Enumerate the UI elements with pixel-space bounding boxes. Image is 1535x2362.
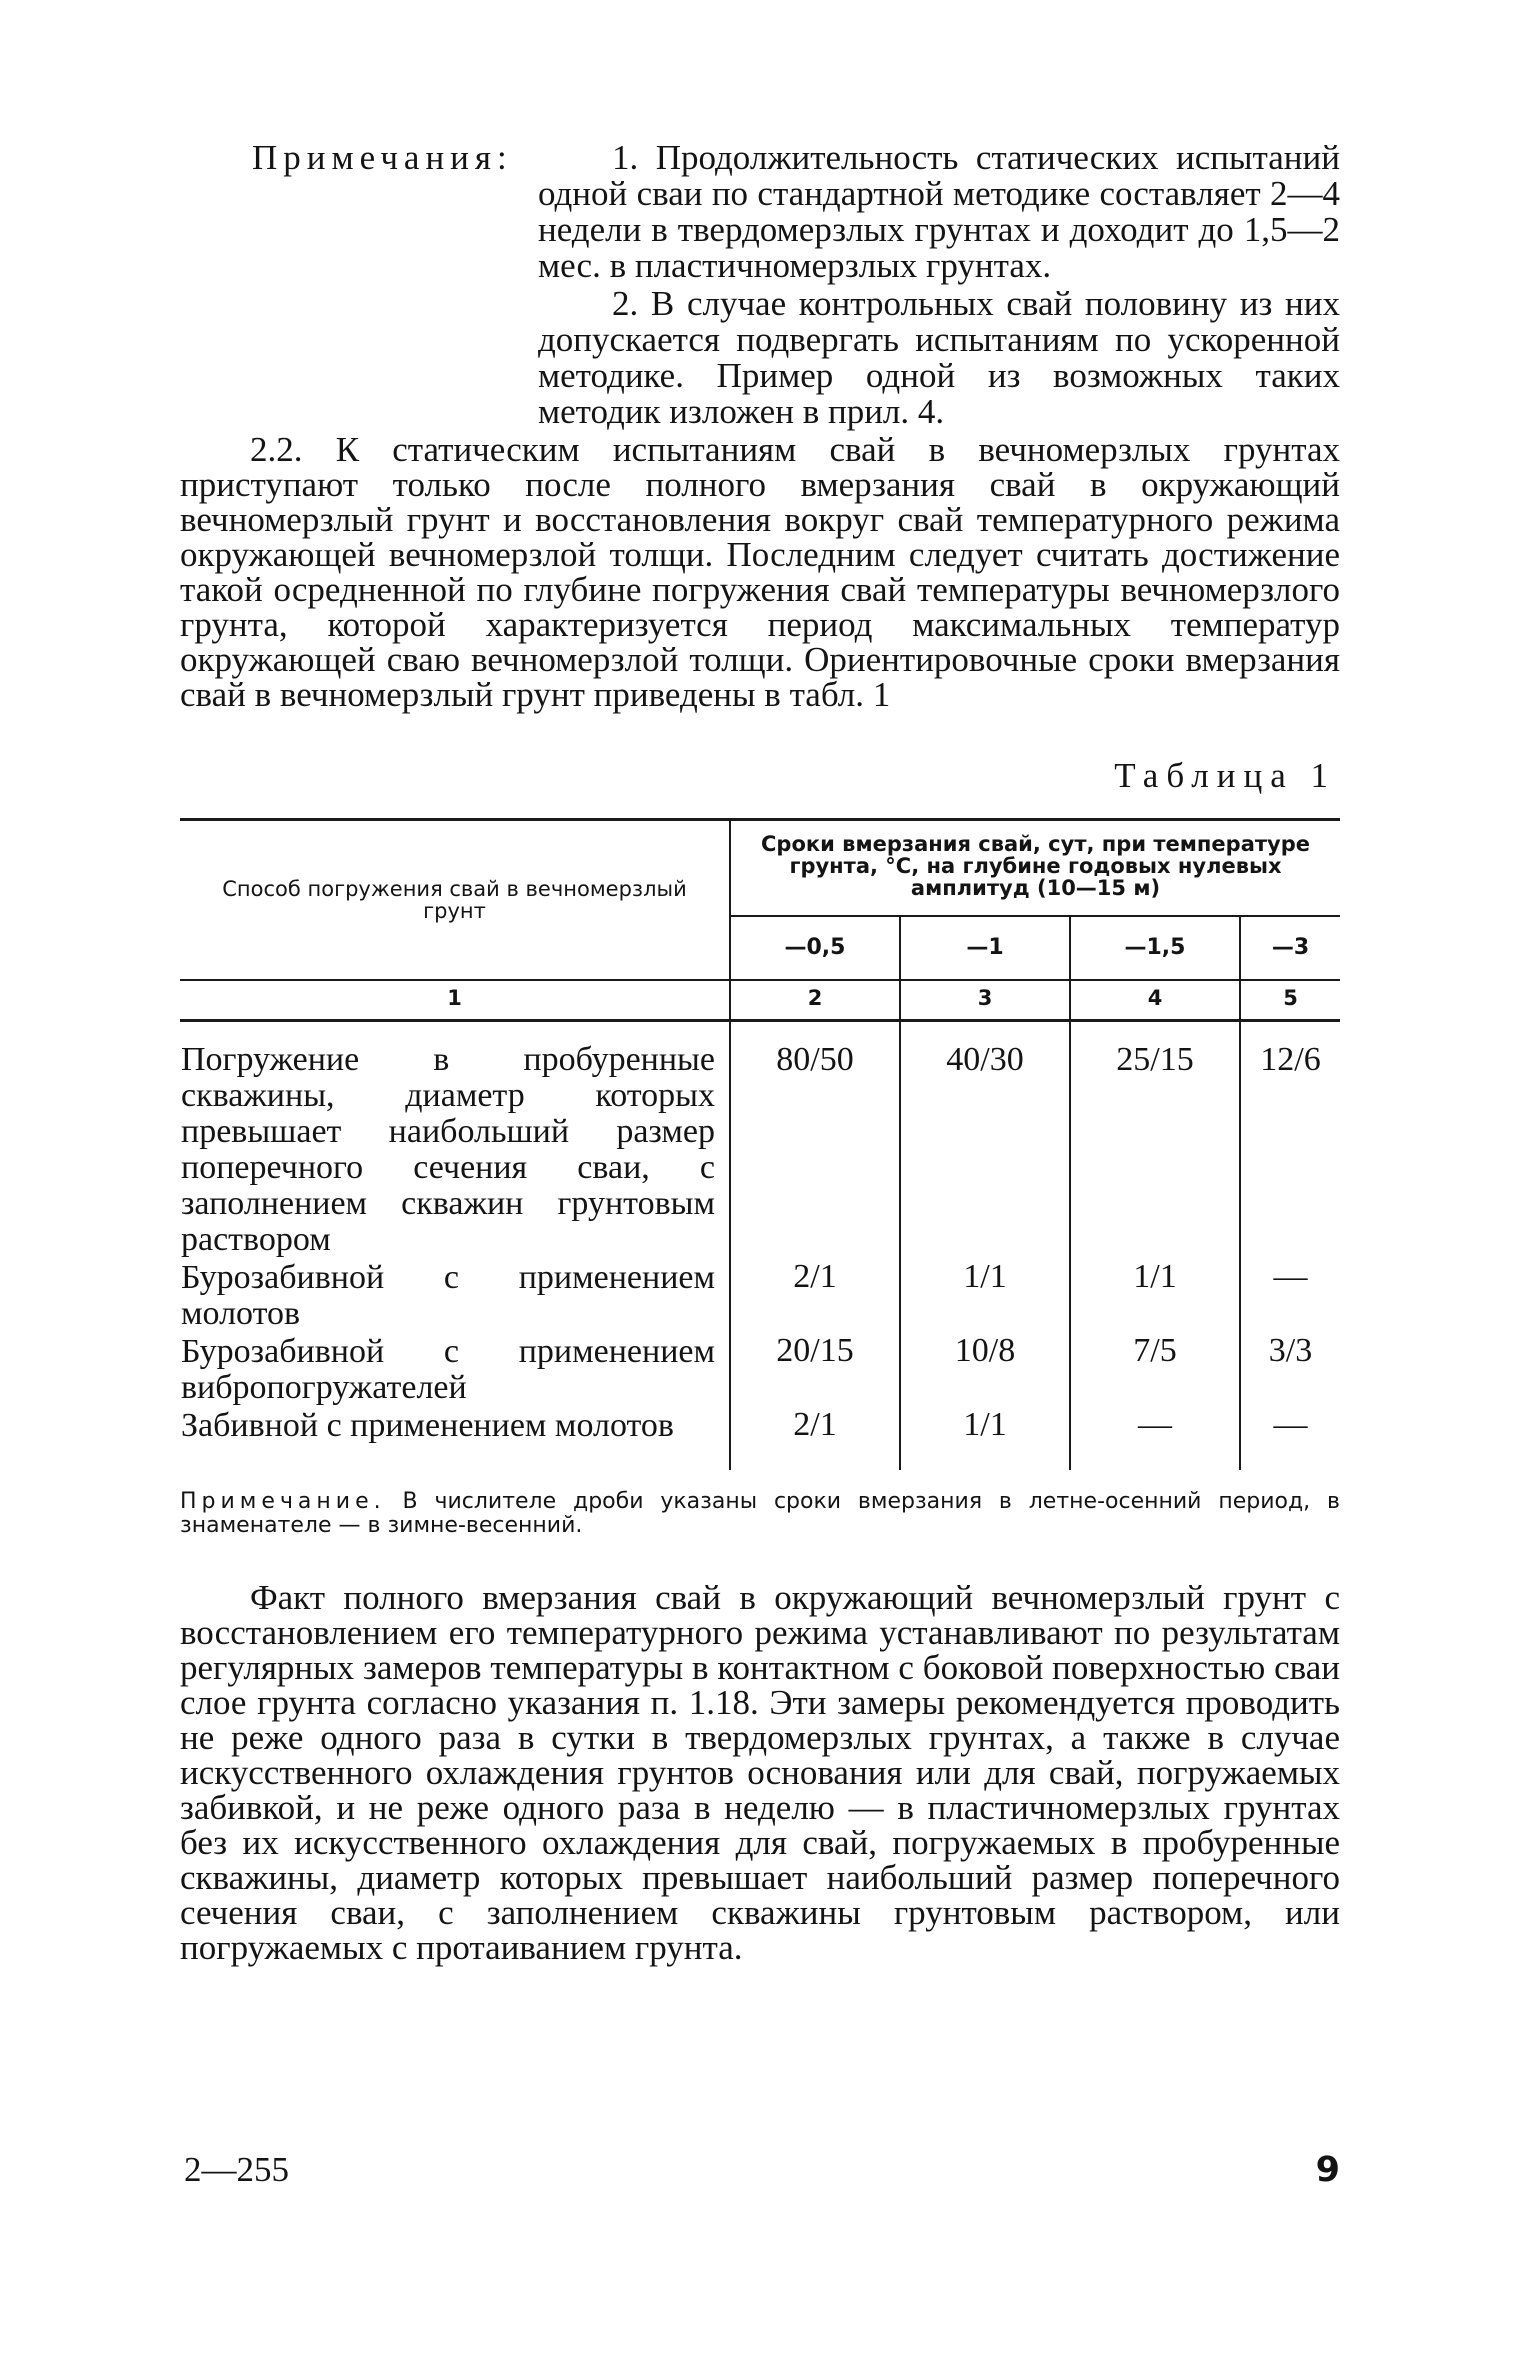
column-number-4: 4	[1070, 980, 1240, 1021]
value-cell: 1/1	[1070, 1259, 1240, 1333]
table-row	[180, 1333, 1340, 1407]
notes-body	[538, 140, 1340, 430]
table-row	[180, 1021, 1340, 1260]
page-number: 9	[1315, 2150, 1340, 2190]
notes-label: Примечания:	[252, 138, 513, 177]
method-cell: Погружение в пробуренные скважины, диаметр которых превышает наибольший размер поперечного сечения сваи, с заполнением скважин грунтовым раствором	[180, 1021, 730, 1260]
column-number-3: 3	[900, 980, 1070, 1021]
paragraph-final: Факт полного вмерзания свай в окружающий вечномерзлый грунт с восстановлением его температурного режима устанавливают по результатам регулярных замеров температуры в контактном с боковой поверхностью сваи слое грунта согласно указания п. 1.18. Эти замеры рекомендуется проводить не реже одного раза в сутки в твердомерзлых грунтах, а также в случае искусственного охлаждения грунтов основания или для свай, погружаемых забивкой, и не реже одного раза в неделю — в пластичномерзлых грунтах без их искусственного охлаждения для свай, погружаемых в пробуренные скважины, диаметр которых превышает наибольший размер поперечного сечения сваи, с заполнением скважины грунтовым раствором, или погружаемых с протаиванием грунта.	[180, 1578, 1340, 1967]
header-temp-1: —0,5	[730, 916, 900, 980]
method-cell: Забивной с применением молотов	[180, 1407, 730, 1470]
value-cell: 12/6	[1240, 1021, 1340, 1260]
note-item-1: 1. Продолжительность статических испытаний одной сваи по стандартной методике составляет 2—4 недели в твердомерзлых грунтах и доходит до 1,5—2 мес. в пластичномерзлых грунтах.	[538, 138, 1340, 285]
header-temp-4: —3	[1240, 916, 1340, 980]
page-content	[180, 140, 1340, 1965]
value-cell: 3/3	[1240, 1333, 1340, 1407]
table-row	[180, 1407, 1340, 1470]
paragraph-2-2: 2.2. К статическим испытаниям свай в вечномерзлых грунтах приступают только после полного вмерзания свай в окружающий вечномерзлый грунт и восстановления вокруг свай температурного режима окружающей вечномерзлой толщи. Последним следует считать достижение такой осредненной по глубине погружения свай температуры вечномерзлого грунта, которой характеризуется период максимальных температур окружающей сваю вечномерзлой толщи. Ориентировочные сроки вмерзания свай в вечномерзлый грунт приведены в табл. 1	[180, 430, 1340, 714]
value-cell: 80/50	[730, 1021, 900, 1260]
value-cell: 7/5	[1070, 1333, 1240, 1407]
value-cell: —	[1240, 1259, 1340, 1333]
note-item-2: 2. В случае контрольных свай половину из них допускается подвергать испытаниям по ускоренной методике. Пример одной из возможных таких методик изложен в прил. 4.	[538, 284, 1340, 431]
value-cell: 20/15	[730, 1333, 900, 1407]
column-number-1: 1	[180, 980, 730, 1021]
header-method: Способ погружения свай в вечномерзлый грунт	[180, 820, 730, 981]
value-cell: 1/1	[900, 1259, 1070, 1333]
notes-block	[180, 140, 1340, 430]
table-note	[180, 1490, 1340, 1538]
method-cell: Бурозабивной с применением вибропогружателей	[180, 1333, 730, 1407]
value-cell: —	[1070, 1407, 1240, 1470]
value-cell: 2/1	[730, 1259, 900, 1333]
table-note-label: Примечание.	[180, 1489, 386, 1514]
freezing-time-table	[180, 818, 1340, 1470]
header-freezing-time: Сроки вмерзания свай, сут, при температуре грунта, °С, на глубине годовых нулевых амплитуд (10—15 м)	[730, 820, 1340, 917]
value-cell: 40/30	[900, 1021, 1070, 1260]
value-cell: 25/15	[1070, 1021, 1240, 1260]
value-cell: —	[1240, 1407, 1340, 1470]
signature-mark: 2—255	[184, 2150, 289, 2189]
value-cell: 1/1	[900, 1407, 1070, 1470]
value-cell: 10/8	[900, 1333, 1070, 1407]
column-number-5: 5	[1240, 980, 1340, 1021]
table-note-text: В числителе дроби указаны сроки вмерзания в летне-осенний период, в знаменателе — в зимне-весенний.	[180, 1489, 1340, 1538]
header-temp-2: —1	[900, 916, 1070, 980]
column-number-2: 2	[730, 980, 900, 1021]
header-temp-3: —1,5	[1070, 916, 1240, 980]
table-row	[180, 1259, 1340, 1333]
value-cell: 2/1	[730, 1407, 900, 1470]
method-cell: Бурозабивной с применением молотов	[180, 1259, 730, 1333]
table-caption: Таблица 1	[1114, 756, 1336, 795]
